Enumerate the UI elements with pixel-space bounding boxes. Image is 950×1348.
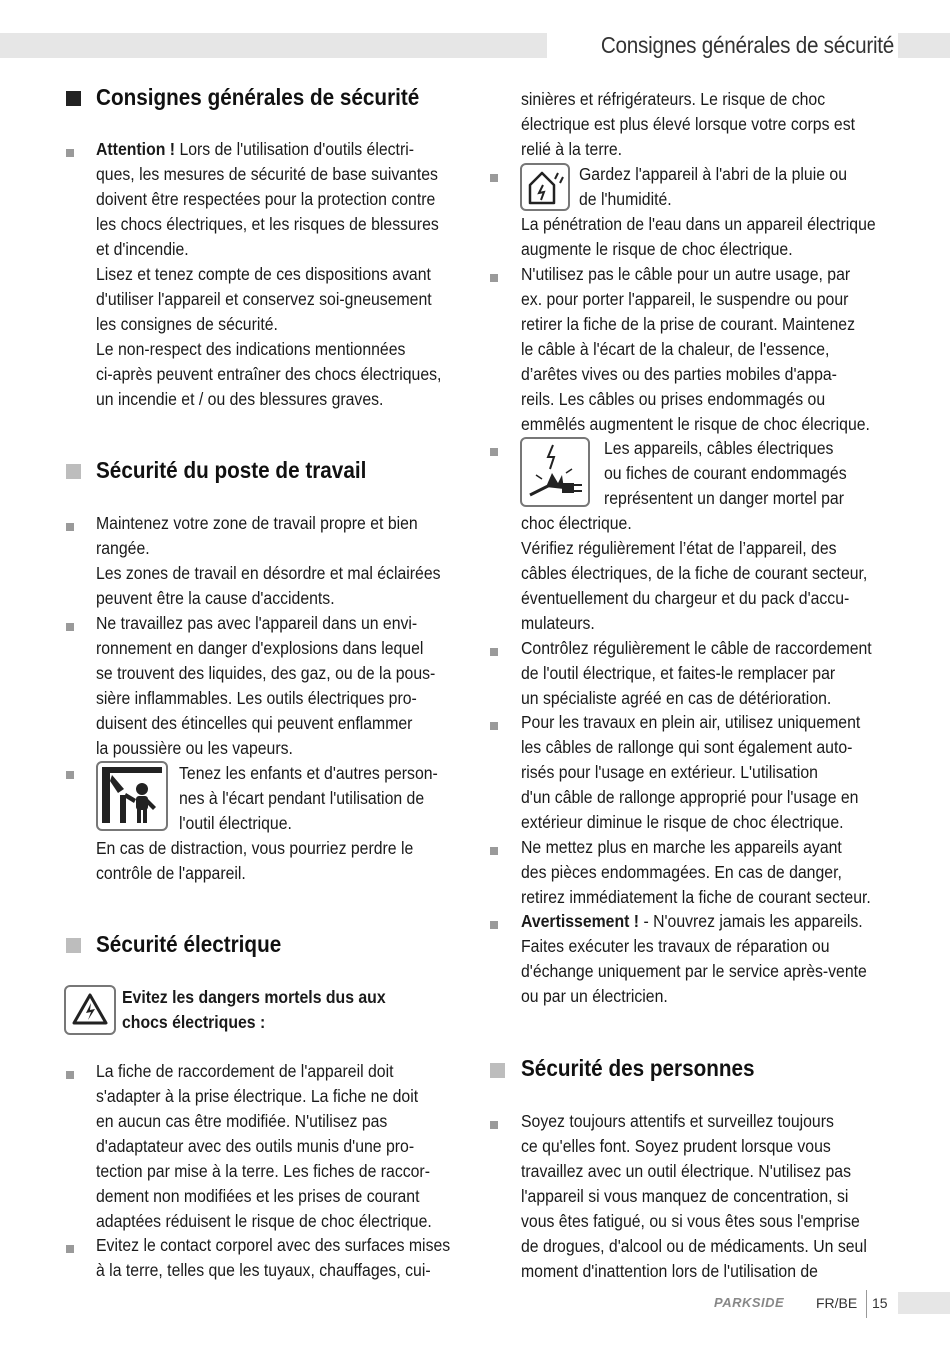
- damaged-paragraph: Les appareils, câbles électriques ou fiches de courant endommagés représentent un danger mortel par: [604, 438, 847, 508]
- page-number: 15: [872, 1295, 888, 1311]
- page-header-title: Consignes générales de sécurité: [600, 32, 894, 58]
- section-heading-general: Consignes générales de sécurité: [96, 84, 420, 110]
- brand-logo: PARKSIDE: [714, 1295, 785, 1310]
- bullet-icon: [66, 149, 74, 157]
- house-rain-icon: [520, 163, 570, 211]
- bullet-icon: [490, 1121, 498, 1129]
- electrical-paragraph-1: La fiche de raccordement de l'appareil doit s'adapter à la prise électrique. La fiche ne doit en aucun cas être modifiée. N'utilisez pas d'adaptateur avec des outils munis d'une pro- tection par mise à la terre. Les fiches de raccor- dement non modifiées et les prises de courant adaptées réduisent le risque de choc électrique.: [96, 1061, 432, 1231]
- bullet-icon: [66, 523, 74, 531]
- bullet-icon: [66, 1245, 74, 1253]
- footer-language: FR/BE: [816, 1295, 858, 1311]
- damaged-paragraph-cont: choc électrique. Vérifiez régulièrement l’état de l’appareil, des câbles électriques, de la fiche de courant secteur, éventuellement du chargeur et du pack d'accu- mulateurs.: [521, 513, 868, 633]
- header-bar-end: [898, 33, 950, 58]
- attention-label: Attention !: [96, 139, 176, 159]
- heading-square-icon: [66, 938, 81, 953]
- heading-square-icon: [66, 464, 81, 479]
- heading-square-icon: [66, 91, 81, 106]
- persons-paragraph: Soyez toujours attentifs et surveillez toujours ce qu'elles font. Soyez prudent lorsque vous travaillez avec un outil électrique. N'utilisez pas l'appareil si vous manquez de concentration, si vous êtes fatigué, ou si vous êtes sous l'emprise de drogues, d'alcool ou de médicaments. Un seul moment d'inattention lors de l'utilisation de: [521, 1111, 867, 1281]
- header-bar: [0, 33, 547, 58]
- section-heading-persons: Sécurité des personnes: [521, 1055, 755, 1081]
- electrical-paragraph-2: Evitez le contact corporel avec des surfaces mises à la terre, telles que les tuyaux, chauffages, cui-: [96, 1235, 451, 1280]
- bullet-icon: [490, 274, 498, 282]
- rain-paragraph: Gardez l'appareil à l'abri de la pluie ou de l'humidité.: [579, 164, 847, 209]
- check-paragraph: Contrôlez régulièrement le câble de raccordement de l'outil électrique, et faites-le remplacer par un spécialiste agréé en cas de détérioration.: [521, 638, 872, 708]
- bullet-icon: [66, 623, 74, 631]
- workplace-paragraph-1: Maintenez votre zone de travail propre et bien rangée. Les zones de travail en désordre et mal éclairées peuvent être la cause d'accidents.: [96, 513, 441, 608]
- bullet-icon: [490, 921, 498, 929]
- section-heading-workplace: Sécurité du poste de travail: [96, 457, 367, 483]
- bullet-icon: [490, 648, 498, 656]
- electric-warning-icon: [64, 985, 116, 1035]
- heading-square-icon: [490, 1063, 505, 1078]
- cable-paragraph: N'utilisez pas le câble pour un autre usage, par ex. pour porter l'appareil, le suspendre ou pour retirer la fiche de la prise de courant. Maintenez le câble à l'écart de la chaleur, de l'essence, d’arêtes vives ou des parties mobiles d'appa- reils. Les câbles ou prises endommagés ou emmêlés augmentent le risque de choc élecrique.: [521, 264, 870, 434]
- no-start-paragraph: Ne mettez plus en marche les appareils ayant des pièces endommagées. En cas de danger, retirez immédiatement la fiche de courant secteur.: [521, 837, 871, 907]
- electrical-paragraph-2-cont: sinières et réfrigérateurs. Le risque de choc électrique est plus élevé lorsque votre corps est relié à la terre.: [521, 89, 856, 159]
- children-paragraph: Tenez les enfants et d'autres person- nes à l'écart pendant l'utilisation de l'outil électrique.: [179, 763, 438, 833]
- section-heading-electrical: Sécurité électrique: [96, 931, 282, 957]
- bullet-icon: [66, 771, 74, 779]
- warning-paragraph: Avertissement ! - N'ouvrez jamais les appareils. Faites exécuter les travaux de réparation ou d'échange uniquement par le service après-vente ou par un électricien.: [521, 911, 867, 1006]
- bullet-icon: [490, 174, 498, 182]
- attention-paragraph: Attention ! Lors de l'utilisation d'outils électri- ques, les mesures de sécurité de base suivantes doivent être respectées pour la protection contre les chocs électriques, et les risques de blessures et d'incendie. Lisez et tenez compte de ces dispositions avant d'utiliser l'appareil et conservez soi-gneusement les consignes de sécurité. Le non-respect des indications mentionnées ci-après peuvent entraîner des chocs électriques, un incendie et / ou des blessures graves.: [96, 139, 442, 409]
- outdoor-paragraph: Pour les travaux en plein air, utilisez uniquement les câbles de rallonge qui sont également auto- risés pour l'usage en extérieur. L'utilisation d'un câble de rallonge approprié pour l'usage en extérieur diminue le risque de choc électrique.: [521, 712, 861, 832]
- damaged-cable-icon: [520, 437, 590, 507]
- electrical-warning-text: Evitez les dangers mortels dus aux chocs électriques :: [122, 987, 386, 1032]
- bullet-icon: [66, 1071, 74, 1079]
- bullet-icon: [490, 722, 498, 730]
- bullet-icon: [490, 448, 498, 456]
- children-paragraph-cont: En cas de distraction, vous pourriez perdre le contrôle de l'appareil.: [96, 838, 414, 883]
- rain-paragraph-cont: La pénétration de l'eau dans un appareil électrique augmente le risque de choc électrique.: [521, 214, 876, 259]
- warning-label: Avertissement !: [521, 911, 640, 931]
- workplace-paragraph-2: Ne travaillez pas avec l'appareil dans un envi- ronnement en danger d'explosions dans lequel se trouvent des liquides, des gaz, ou de la pous- sière inflammables. Les outils électriques pro- duisent des étincelles qui peuvent enflammer la poussière ou les vapeurs.: [96, 613, 436, 758]
- bullet-icon: [490, 847, 498, 855]
- footer-divider: [866, 1290, 867, 1318]
- footer-bar: [898, 1292, 950, 1314]
- child-protection-icon: [96, 761, 168, 831]
